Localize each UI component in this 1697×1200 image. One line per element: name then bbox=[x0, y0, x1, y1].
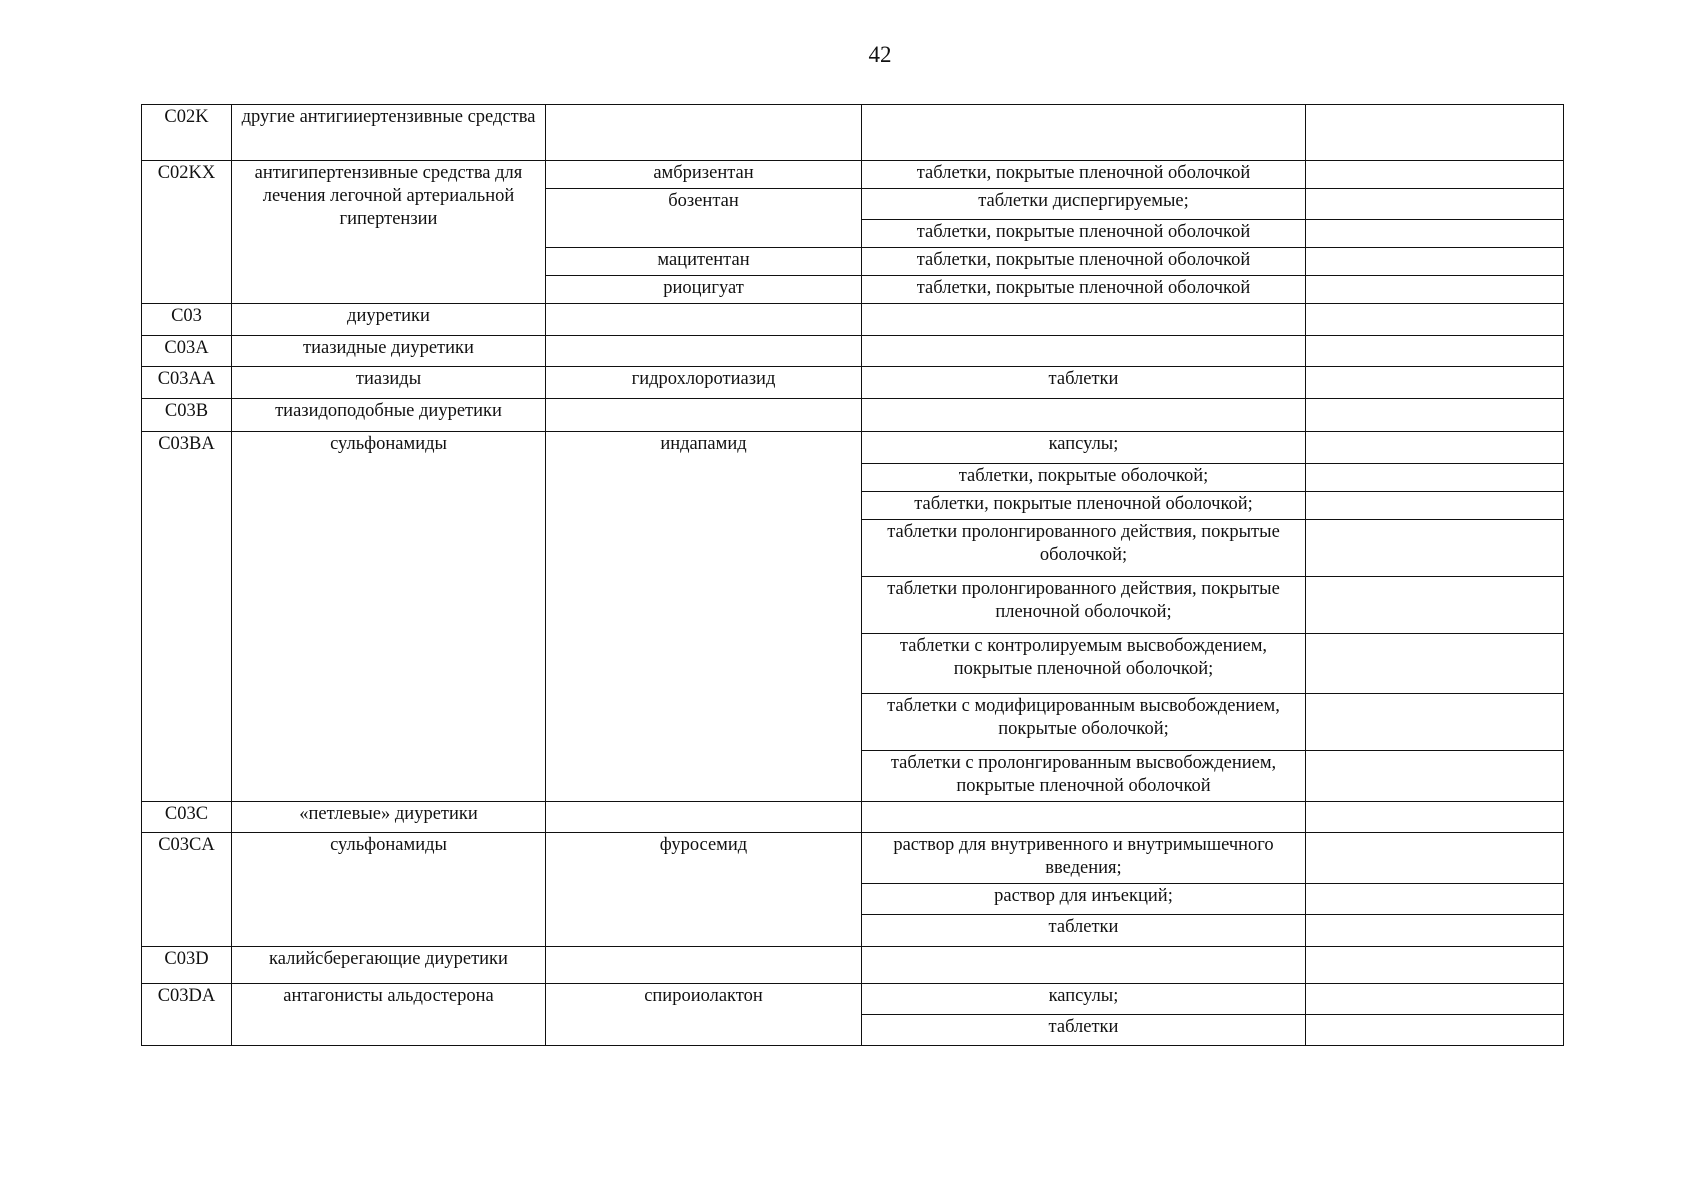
atc-group: другие антигииертензивные средства bbox=[232, 105, 546, 161]
atc-code: C02K bbox=[142, 105, 232, 161]
drug-name bbox=[546, 399, 862, 432]
note-cell bbox=[1306, 304, 1564, 336]
dosage-form: таблетки пролонгированного действия, покрытые пленочной оболочкой; bbox=[862, 577, 1306, 634]
dosage-form: раствор для внутривенного и внутримышечного введения; bbox=[862, 833, 1306, 884]
dosage-form bbox=[862, 802, 1306, 833]
atc-code: C03BA bbox=[142, 432, 232, 802]
drug-name bbox=[546, 947, 862, 984]
drug-name: бозентан bbox=[546, 189, 862, 248]
atc-code: C03A bbox=[142, 336, 232, 367]
drug-name: спироиолактон bbox=[546, 984, 862, 1046]
note-cell bbox=[1306, 802, 1564, 833]
atc-group: сульфонамиды bbox=[232, 432, 546, 802]
dosage-form: таблетки, покрытые пленочной оболочкой; bbox=[862, 492, 1306, 520]
dosage-form: таблетки bbox=[862, 915, 1306, 947]
dosage-form: капсулы; bbox=[862, 984, 1306, 1015]
atc-code: C02KX bbox=[142, 161, 232, 304]
dosage-form: таблетки bbox=[862, 367, 1306, 399]
atc-code: C03AA bbox=[142, 367, 232, 399]
atc-code: C03D bbox=[142, 947, 232, 984]
dosage-form: таблетки пролонгированного действия, покрытые оболочкой; bbox=[862, 520, 1306, 577]
note-cell bbox=[1306, 220, 1564, 248]
note-cell bbox=[1306, 984, 1564, 1015]
atc-code: C03DA bbox=[142, 984, 232, 1046]
atc-group: тиазидные диуретики bbox=[232, 336, 546, 367]
note-cell bbox=[1306, 1015, 1564, 1046]
drug-name bbox=[546, 336, 862, 367]
atc-group: тиазидоподобные диуретики bbox=[232, 399, 546, 432]
dosage-form: таблетки, покрытые оболочкой; bbox=[862, 464, 1306, 492]
note-cell bbox=[1306, 367, 1564, 399]
dosage-form: таблетки с контролируемым высвобождением, покрытые пленочной оболочкой; bbox=[862, 634, 1306, 694]
note-cell bbox=[1306, 189, 1564, 220]
drug-name: риоцигуат bbox=[546, 276, 862, 304]
atc-group: калийсберегающие диуретики bbox=[232, 947, 546, 984]
dosage-form bbox=[862, 399, 1306, 432]
note-cell bbox=[1306, 276, 1564, 304]
drug-name: амбризентан bbox=[546, 161, 862, 189]
table-row bbox=[142, 947, 1564, 984]
atc-group: сульфонамиды bbox=[232, 833, 546, 947]
note-cell bbox=[1306, 336, 1564, 367]
dosage-form: раствор для инъекций; bbox=[862, 884, 1306, 915]
note-cell bbox=[1306, 105, 1564, 161]
drug-name: гидрохлоротиазид bbox=[546, 367, 862, 399]
dosage-form: таблетки, покрытые пленочной оболочкой bbox=[862, 220, 1306, 248]
drug-list-table bbox=[141, 104, 1564, 1046]
page-number: 42 bbox=[868, 42, 892, 67]
atc-code: C03 bbox=[142, 304, 232, 336]
dosage-form: таблетки с пролонгированным высвобождением, покрытые пленочной оболочкой bbox=[862, 751, 1306, 802]
atc-group: «петлевые» диуретики bbox=[232, 802, 546, 833]
atc-group: антигипертензивные средства для лечения легочной артериальной гипертензии bbox=[232, 161, 546, 304]
table-row bbox=[142, 367, 1564, 399]
dosage-form bbox=[862, 304, 1306, 336]
dosage-form: капсулы; bbox=[862, 432, 1306, 464]
dosage-form bbox=[862, 947, 1306, 984]
note-cell bbox=[1306, 492, 1564, 520]
dosage-form: таблетки, покрытые пленочной оболочкой bbox=[862, 248, 1306, 276]
table-row bbox=[142, 833, 1564, 884]
note-cell bbox=[1306, 751, 1564, 802]
atc-group: антагонисты альдостерона bbox=[232, 984, 546, 1046]
dosage-form: таблетки, покрытые пленочной оболочкой bbox=[862, 161, 1306, 189]
note-cell bbox=[1306, 694, 1564, 751]
note-cell bbox=[1306, 947, 1564, 984]
dosage-form: таблетки диспергируемые; bbox=[862, 189, 1306, 220]
table-row bbox=[142, 304, 1564, 336]
drug-name bbox=[546, 105, 862, 161]
note-cell bbox=[1306, 833, 1564, 884]
atc-code: C03CA bbox=[142, 833, 232, 947]
atc-group: диуретики bbox=[232, 304, 546, 336]
table-row bbox=[142, 105, 1564, 161]
dosage-form bbox=[862, 336, 1306, 367]
note-cell bbox=[1306, 248, 1564, 276]
table-row bbox=[142, 336, 1564, 367]
drug-name: фуросемид bbox=[546, 833, 862, 947]
atc-code: C03B bbox=[142, 399, 232, 432]
atc-group: тиазиды bbox=[232, 367, 546, 399]
note-cell bbox=[1306, 464, 1564, 492]
note-cell bbox=[1306, 577, 1564, 634]
dosage-form bbox=[862, 105, 1306, 161]
drug-name: индапамид bbox=[546, 432, 862, 802]
note-cell bbox=[1306, 884, 1564, 915]
note-cell bbox=[1306, 915, 1564, 947]
note-cell bbox=[1306, 399, 1564, 432]
table-row bbox=[142, 399, 1564, 432]
table-row bbox=[142, 984, 1564, 1015]
note-cell bbox=[1306, 432, 1564, 464]
dosage-form: таблетки, покрытые пленочной оболочкой bbox=[862, 276, 1306, 304]
note-cell bbox=[1306, 520, 1564, 577]
table-row bbox=[142, 802, 1564, 833]
atc-code: C03C bbox=[142, 802, 232, 833]
drug-name bbox=[546, 304, 862, 336]
drug-name bbox=[546, 802, 862, 833]
drug-name: мацитентан bbox=[546, 248, 862, 276]
table-row bbox=[142, 161, 1564, 189]
note-cell bbox=[1306, 161, 1564, 189]
dosage-form: таблетки с модифицированным высвобождением, покрытые оболочкой; bbox=[862, 694, 1306, 751]
dosage-form: таблетки bbox=[862, 1015, 1306, 1046]
note-cell bbox=[1306, 634, 1564, 694]
table-row bbox=[142, 432, 1564, 464]
